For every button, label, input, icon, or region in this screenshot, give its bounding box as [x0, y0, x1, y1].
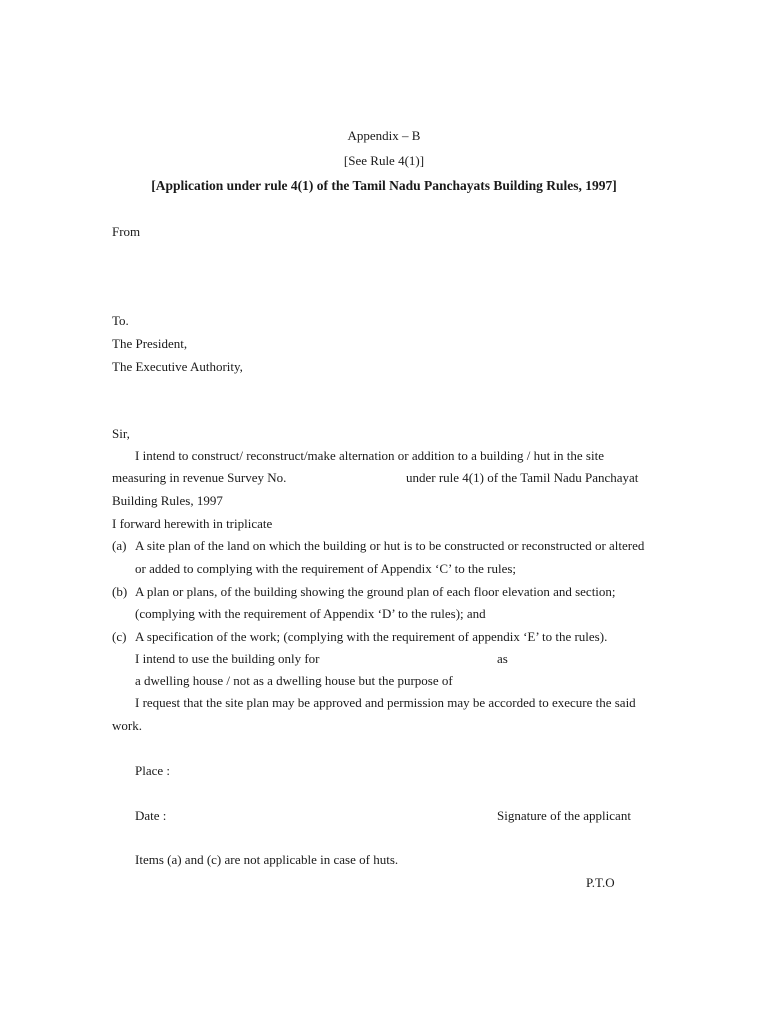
to-authority: The Executive Authority,	[112, 359, 243, 374]
to-president: The President,	[112, 336, 188, 351]
salutation: Sir,	[112, 426, 130, 441]
intent-line-2-start: measuring in revenue Survey No.	[112, 470, 287, 485]
see-rule-heading: [See Rule 4(1)]	[343, 153, 425, 168]
item-a-line-2: or added to complying with the requirement of Appendix ‘C’ to the rules;	[135, 561, 517, 576]
item-c-line-1: A specification of the work; (complying with the requirement of appendix ‘E’ to the rules).	[135, 629, 608, 644]
signature-label: Signature of the applicant	[497, 808, 631, 823]
item-marker-a: (a)	[112, 538, 127, 553]
from-label: From	[112, 224, 141, 239]
item-b-line-2: (complying with the requirement of Appendix ‘D’ to the rules); and	[135, 606, 486, 621]
item-marker-c: (c)	[112, 629, 127, 644]
huts-note: Items (a) and (c) are not applicable in case of huts.	[135, 852, 399, 867]
intent-line-2-end: under rule 4(1) of the Tamil Nadu Panchayat	[406, 470, 639, 485]
appendix-heading: Appendix – B	[347, 128, 421, 143]
request-line-2: work.	[112, 718, 142, 733]
intent-line-3: Building Rules, 1997	[112, 493, 223, 508]
document-title: [Application under rule 4(1) of the Tamil Nadu Panchayats Building Rules, 1997]	[151, 178, 617, 193]
pto-label: P.T.O	[586, 875, 615, 890]
use-line-2: a dwelling house / not as a dwelling house but the purpose of	[135, 673, 453, 688]
place-label: Place :	[135, 763, 171, 778]
use-line-1-start: I intend to use the building only for	[135, 651, 320, 666]
item-b-line-1: A plan or plans, of the building showing the ground plan of each floor elevation and section;	[135, 584, 616, 599]
item-a-line-1: A site plan of the land on which the building or hut is to be constructed or reconstructed or altered	[135, 538, 645, 553]
use-line-1-end: as	[497, 651, 508, 666]
intent-line-1: I intend to construct/ reconstruct/make alternation or addition to a building / hut in the site	[135, 448, 604, 463]
date-label: Date :	[135, 808, 167, 823]
to-label: To.	[112, 313, 129, 328]
item-marker-b: (b)	[112, 584, 128, 599]
request-line-1: I request that the site plan may be approved and permission may be accorded to execure the said	[135, 695, 636, 710]
forward-line: I forward herewith in triplicate	[112, 516, 273, 531]
